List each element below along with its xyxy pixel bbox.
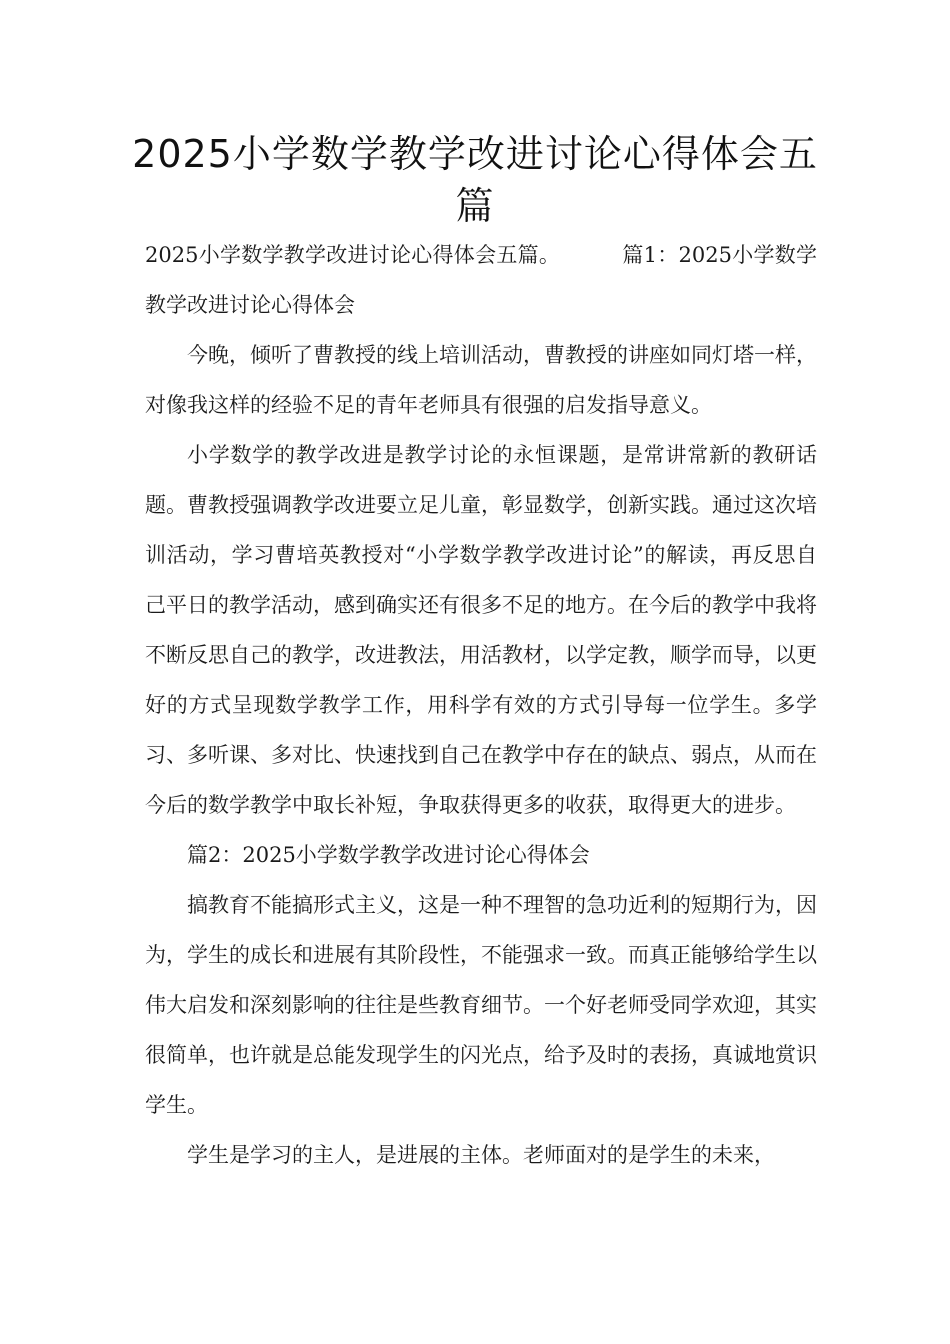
paragraph-2: 小学数学的教学改进是教学讨论的永恒课题，是常讲常新的教研话题。曹教授强调教学改进要立足儿童，彰显数学，创新实践。通过这次培训活动，学习曹培英教授对“小学数学教学改进讨论”的解读，再反思自己平日的教学活动，感到确实还有很多不足的地方。在今后的教学中我将不断反思自己的教学，改进教法，用活教材，以学定教，顺学而导，以更好的方式呈现数学教学工作，用科学有效的方式引导每一位学生。多学习、多听课、多对比、快速找到自己在教学中存在的缺点、弱点，从而在今后的数学教学中取长补短，争取获得更多的收获，取得更大的进步。 — [145, 443, 817, 817]
document-title: 2025小学数学教学改进讨论心得体会五篇 — [132, 132, 818, 228]
paragraph-1: 今晚，倾听了曹教授的线上培训活动，曹教授的讲座如同灯塔一样，对像我这样的经验不足的青年老师具有很强的启发指导意义。 — [145, 343, 817, 417]
intro-paragraph — [145, 230, 817, 330]
paragraph-3: 搞教育不能搞形式主义，这是一种不理智的急功近利的短期行为，因为，学生的成长和进展有其阶段性，不能强求一致。而真正能够给学生以伟大启发和深刻影响的往往是些教育细节。一个好老师受同学欢迎，其实很简单，也许就是总能发现学生的闪光点，给予及时的表扬，真诚地赏识学生。 — [145, 893, 817, 1117]
intro-heading: 篇1：2025小学数学教学改进讨论心得体会 — [145, 243, 817, 317]
paragraph-4: 学生是学习的主人，是进展的主体。老师面对的是学生的未来， — [187, 1143, 775, 1167]
document-body — [145, 230, 817, 1180]
intro-summary: 2025小学数学教学改进讨论心得体会五篇。 — [145, 243, 561, 267]
section-heading-2: 篇2：2025小学数学教学改进讨论心得体会 — [187, 843, 590, 867]
